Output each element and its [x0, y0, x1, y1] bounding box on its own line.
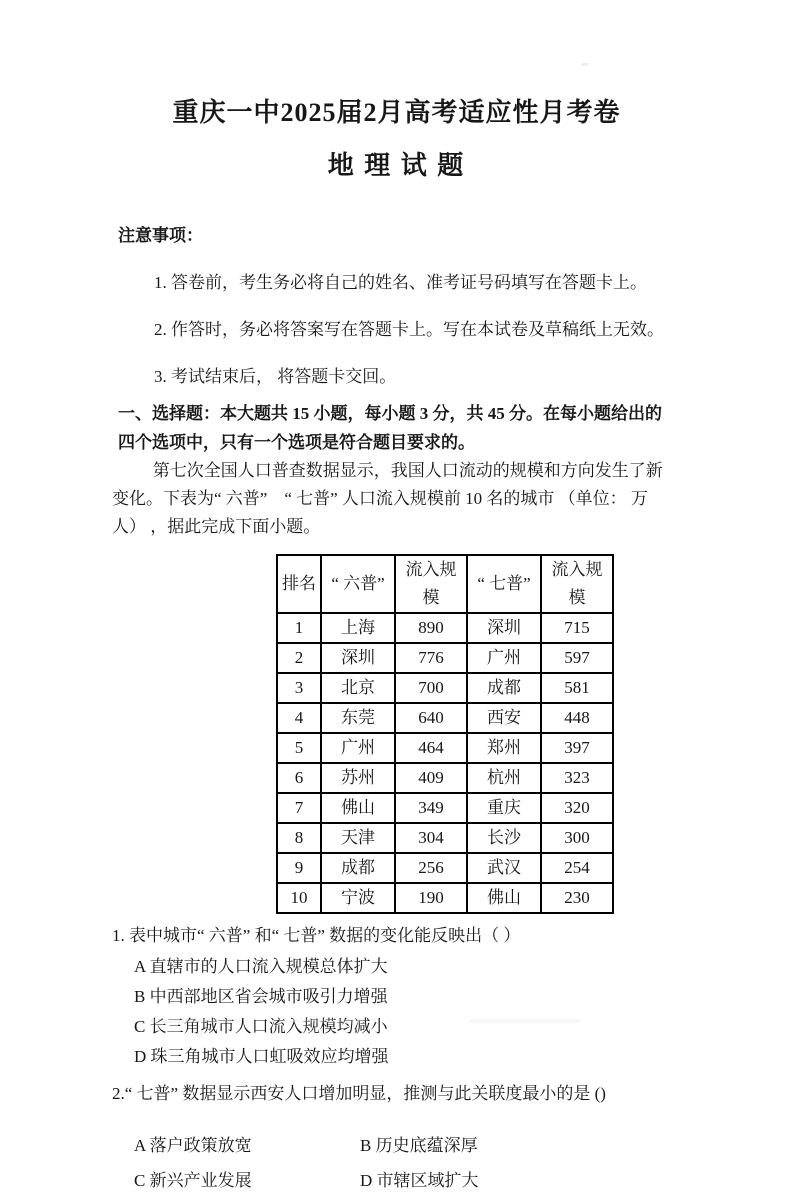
table-cell: 700 — [395, 673, 467, 703]
table-cell: 佛山 — [321, 793, 395, 823]
notice-item: 2. 作答时，务必将答案写在答题卡上。写在本试卷及草稿纸上无效。 — [154, 320, 664, 339]
table-cell: 715 — [541, 613, 613, 643]
table-row — [277, 703, 613, 733]
table-row — [277, 643, 613, 673]
notice-item: 1. 答卷前，考生务必将自己的姓名、准考证号码填写在答题卡上。 — [154, 273, 647, 292]
table-cell: 1 — [277, 613, 321, 643]
table-cell: 成都 — [321, 853, 395, 883]
table-cell: 佛山 — [467, 883, 541, 913]
page-title: 重庆一中2025届2月高考适应性月考卷 — [172, 98, 621, 127]
table-row — [277, 853, 613, 883]
notice-heading: 注意事项： — [118, 226, 203, 245]
answer-option: A 落户政策放宽 — [134, 1136, 252, 1155]
answer-option: D 珠三角城市人口虹吸效应均增强 — [134, 1047, 389, 1066]
table-cell: 890 — [395, 613, 467, 643]
table-cell: 300 — [541, 823, 613, 853]
table-cell: 4 — [277, 703, 321, 733]
table-cell: 397 — [541, 733, 613, 763]
table-cell: 郑州 — [467, 733, 541, 763]
table-header-cell: 排名 — [277, 555, 321, 613]
table-cell: 北京 — [321, 673, 395, 703]
table-row — [277, 883, 613, 913]
page-content — [0, 222, 793, 1192]
table-cell: 成都 — [467, 673, 541, 703]
table-cell: 长沙 — [467, 823, 541, 853]
table-cell: 重庆 — [467, 793, 541, 823]
scan-artifact — [288, 1019, 363, 1023]
table-cell: 杭州 — [467, 763, 541, 793]
table-cell: 上海 — [321, 613, 395, 643]
table-cell: 8 — [277, 823, 321, 853]
table-cell: 广州 — [321, 733, 395, 763]
table-row — [277, 673, 613, 703]
table-cell: 3 — [277, 673, 321, 703]
question-1-options — [134, 952, 677, 1072]
table-cell: 581 — [541, 673, 613, 703]
table-cell: 448 — [541, 703, 613, 733]
table-header-cell: “ 六普” — [321, 555, 395, 613]
scan-artifact — [470, 1019, 580, 1023]
table-row — [277, 733, 613, 763]
question-2 — [112, 1079, 677, 1192]
table-cell: 464 — [395, 733, 467, 763]
table-header-cell: “ 七普” — [467, 555, 541, 613]
question-1 — [112, 921, 677, 1072]
table-cell: 10 — [277, 883, 321, 913]
table-cell: 776 — [395, 643, 467, 673]
table-cell: 349 — [395, 793, 467, 823]
page-subtitle: 地 理 试 题 — [327, 151, 466, 180]
table-header-cell: 流入规模 — [395, 555, 467, 613]
table-cell: 2 — [277, 643, 321, 673]
census-table-body — [277, 613, 613, 913]
notice-item: 3. 考试结束后， 将答题卡交回。 — [154, 367, 397, 386]
table-cell: 254 — [541, 853, 613, 883]
table-cell: 640 — [395, 703, 467, 733]
table-cell: 320 — [541, 793, 613, 823]
question-1-text: 1. 表中城市“ 六普” 和“ 七普” 数据的变化能反映出（ ） — [112, 926, 521, 945]
table-cell: 苏州 — [321, 763, 395, 793]
answer-option: C 新兴产业发展 — [134, 1171, 252, 1190]
table-cell: 深圳 — [467, 613, 541, 643]
answer-option: B 中西部地区省会城市吸引力增强 — [134, 987, 388, 1006]
table-cell: 409 — [395, 763, 467, 793]
table-cell: 304 — [395, 823, 467, 853]
table-row — [277, 793, 613, 823]
table-row — [277, 823, 613, 853]
census-table — [276, 554, 614, 914]
section-header: 一、选择题：本大题共 15 小题，每小题 3 分，共 45 分。在每小题给出的四个选项中，只有一个选项是符合题目要求的。 — [118, 404, 662, 452]
table-cell: 东莞 — [321, 703, 395, 733]
notice-list — [118, 269, 677, 391]
table-cell: 深圳 — [321, 643, 395, 673]
scan-artifact — [581, 63, 588, 66]
table-cell: 256 — [395, 853, 467, 883]
table-cell: 天津 — [321, 823, 395, 853]
answer-option: B 历史底蕴深厚 — [360, 1136, 478, 1155]
table-cell: 5 — [277, 733, 321, 763]
table-cell: 广州 — [467, 643, 541, 673]
answer-option: C 长三角城市人口流入规模均减小 — [134, 1017, 388, 1036]
question-stem: 第七次全国人口普查数据显示，我国人口流动的规模和方向发生了新变化。下表为“ 六普” “ 七普” 人口流入规模前 10 名的城市 （单位： 万人） ，据此完成下面小题。 — [112, 461, 663, 536]
answer-option: D 市辖区域扩大 — [360, 1171, 479, 1190]
answer-option: A 直辖市的人口流入规模总体扩大 — [134, 957, 388, 976]
table-cell: 9 — [277, 853, 321, 883]
question-2-options — [134, 1135, 677, 1192]
table-cell: 323 — [541, 763, 613, 793]
table-cell: 宁波 — [321, 883, 395, 913]
table-cell: 597 — [541, 643, 613, 673]
scan-artifact — [150, 1019, 240, 1023]
question-2-text: 2.“ 七普” 数据显示西安人口增加明显，推测与此关联度最小的是 () — [112, 1084, 606, 1103]
table-row — [277, 763, 613, 793]
table-cell: 190 — [395, 883, 467, 913]
table-header-row — [277, 555, 613, 613]
table-cell: 7 — [277, 793, 321, 823]
table-cell: 230 — [541, 883, 613, 913]
table-cell: 武汉 — [467, 853, 541, 883]
table-cell: 6 — [277, 763, 321, 793]
scan-artifact — [197, 1030, 203, 1038]
table-cell: 西安 — [467, 703, 541, 733]
table-header-cell: 流入规模 — [541, 555, 613, 613]
table-row — [277, 613, 613, 643]
